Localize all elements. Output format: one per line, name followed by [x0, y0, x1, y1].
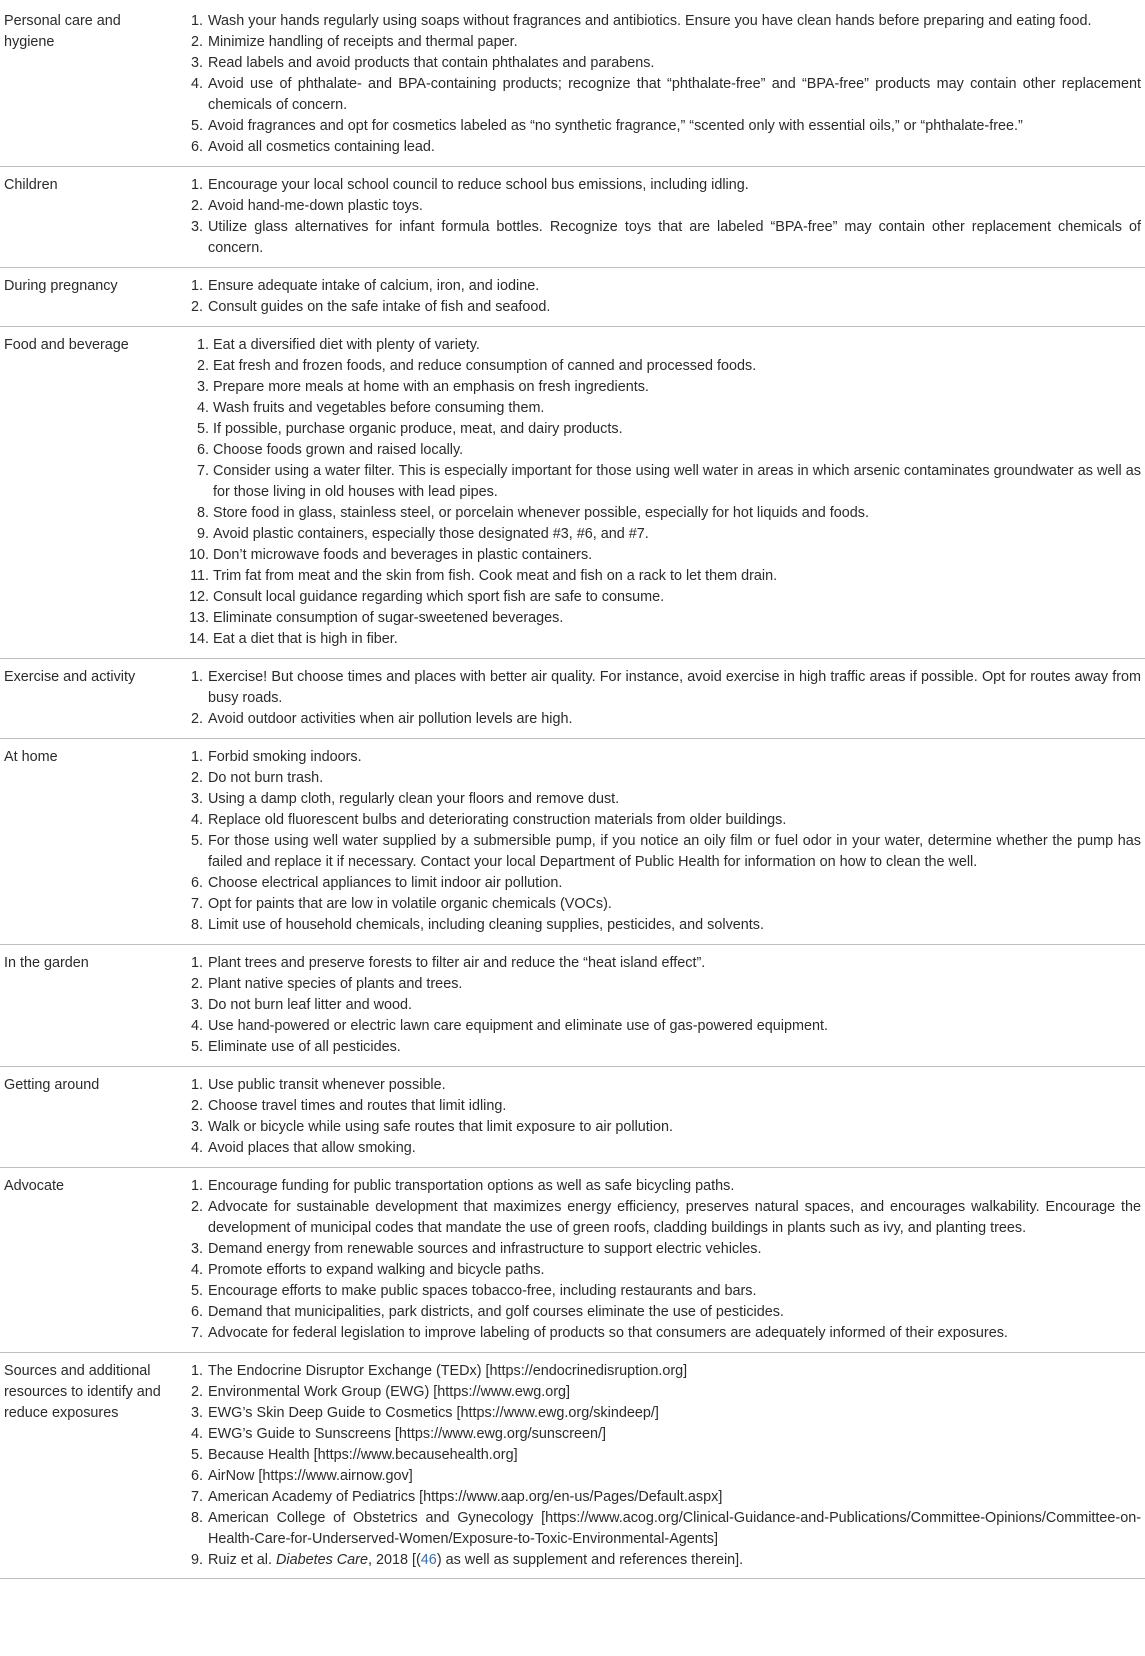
list-item	[182, 789, 1141, 810]
list-item-number: 1.	[190, 955, 203, 971]
list-item	[182, 1239, 1141, 1260]
list-item-text: Avoid all cosmetics containing lead.	[208, 139, 435, 155]
list-item-text: AirNow [https://www.airnow.gov]	[208, 1468, 413, 1484]
list-item-text: Encourage funding for public transportation options as well as safe bicycling paths.	[208, 1178, 735, 1194]
list-item	[182, 377, 1141, 398]
list-item	[182, 1361, 1141, 1382]
list-item	[182, 1424, 1141, 1445]
list-item-number: 2.	[190, 1384, 203, 1400]
category-label: Personal care and hygiene	[4, 13, 121, 50]
list-item-number: 4.	[190, 1018, 203, 1034]
list-item-number: 6.	[190, 875, 203, 891]
list-item-text	[208, 1550, 1141, 1571]
list-item-text: Read labels and avoid products that contain phthalates and parabens.	[208, 55, 655, 71]
list-item-text: Ensure adequate intake of calcium, iron, and iodine.	[208, 278, 540, 294]
list-item	[182, 1550, 1141, 1571]
list-item-number: 3.	[190, 997, 203, 1013]
list-item	[182, 1075, 1141, 1096]
list-item	[182, 915, 1141, 936]
list-item-number: 3.	[190, 1405, 203, 1421]
table-row	[0, 945, 1145, 1067]
list-item	[182, 1197, 1141, 1239]
list-item-text: Consult guides on the safe intake of fish and seafood.	[208, 299, 551, 315]
list-item-number: 4.	[190, 1140, 203, 1156]
list-item-text: Wash your hands regularly using soaps without fragrances and antibiotics. Ensure you have clean hands before preparing and eating food.	[208, 13, 1092, 29]
list-item-number: 1.	[190, 749, 203, 765]
list-item	[182, 768, 1141, 789]
list-item-number: 3.	[190, 791, 203, 807]
list-item-text: Limit use of household chemicals, including cleaning supplies, pesticides, and solvents.	[208, 917, 764, 933]
list-item	[182, 1117, 1141, 1138]
list-item-number: 2.	[190, 711, 203, 727]
list-item-number: 2.	[190, 1199, 203, 1215]
list-item-text: Avoid places that allow smoking.	[208, 1140, 416, 1156]
table-row	[0, 1168, 1145, 1353]
list-item	[182, 137, 1141, 158]
list-item-number: 3.	[190, 1119, 203, 1135]
citation-year: , 2018 [(	[367, 1552, 421, 1568]
list-item-text: American Academy of Pediatrics [https://www.aap.org/en-us/Pages/Default.aspx]	[208, 1489, 723, 1505]
list-item-text: Encourage efforts to make public spaces tobacco-free, including restaurants and bars.	[208, 1283, 757, 1299]
list-item-number: 5.	[190, 1447, 203, 1463]
table-row	[0, 659, 1145, 739]
list-item-text: Forbid smoking indoors.	[208, 749, 362, 765]
list-item-number: 3.	[190, 1241, 203, 1257]
list-item-text: Avoid fragrances and opt for cosmetics labeled as “no synthetic fragrance,” “scented only with essential oils,” or “phthalate-free.”	[208, 118, 1023, 134]
citation-journal: Diabetes Care	[275, 1552, 368, 1568]
list-item-text: Replace old fluorescent bulbs and deteriorating construction materials from older buildings.	[208, 812, 787, 828]
list-item	[182, 747, 1141, 768]
list-item-number: 13.	[188, 610, 209, 626]
list-item	[182, 810, 1141, 831]
recommendation-list	[182, 327, 1145, 659]
list-item	[182, 524, 1141, 545]
list-item	[182, 276, 1141, 297]
recommendation-list	[182, 167, 1145, 268]
list-item-number: 1.	[196, 337, 209, 353]
category-label: Advocate	[0, 1168, 182, 1353]
list-item-text: If possible, purchase organic produce, meat, and dairy products.	[213, 421, 623, 437]
list-item	[182, 667, 1141, 709]
list-item	[182, 873, 1141, 894]
list-item-text: Walk or bicycle while using safe routes that limit exposure to air pollution.	[208, 1119, 673, 1135]
list-item-text: Do not burn leaf litter and wood.	[208, 997, 412, 1013]
list-item	[182, 32, 1141, 53]
list-item-text: Opt for paints that are low in volatile organic chemicals (VOCs).	[208, 896, 612, 912]
list-item	[182, 1037, 1141, 1058]
list-item	[182, 1016, 1141, 1037]
list-item-number: 1.	[190, 1178, 203, 1194]
list-item	[182, 419, 1141, 440]
list-item-text: For those using well water supplied by a submersible pump, if you notice an oily film or fuel odor in your water, determine whether the pump has failed and replace it if necessary. Contact your local Department of Public Health for information on how to clean the well.	[208, 833, 1141, 870]
list-item-text: Plant native species of plants and trees.	[208, 976, 463, 992]
list-item-number: 5.	[190, 1283, 203, 1299]
list-item-text: Eat a diversified diet with plenty of variety.	[213, 337, 480, 353]
recommendation-list	[182, 739, 1145, 945]
list-item	[182, 1176, 1141, 1197]
list-item	[182, 1260, 1141, 1281]
list-item-text: Use public transit whenever possible.	[208, 1077, 446, 1093]
list-item	[182, 974, 1141, 995]
list-item-number: 2.	[190, 1098, 203, 1114]
list-item-number: 2.	[190, 976, 203, 992]
list-item	[182, 1508, 1141, 1550]
list-item-text: Store food in glass, stainless steel, or porcelain whenever possible, especially for hot liquids and foods.	[213, 505, 869, 521]
list-item	[182, 440, 1141, 461]
list-item	[182, 587, 1141, 608]
list-item-text: American College of Obstetrics and Gynecology [https://www.acog.org/Clinical-Guidance-and-Publications/Committee-Opinions/Committee-on-Health-Care-for-Underserved-Women/Exposure-to-Toxic-Environmental-Agents]	[208, 1510, 1141, 1547]
table-row	[0, 268, 1145, 327]
list-item	[182, 175, 1141, 196]
list-item-number: 1.	[190, 669, 203, 685]
list-item-number: 8.	[190, 1510, 203, 1526]
list-item-text: EWG’s Guide to Sunscreens [https://www.ewg.org/sunscreen/]	[208, 1426, 607, 1442]
list-item-number: 5.	[196, 421, 209, 437]
list-item-text: Eat fresh and frozen foods, and reduce consumption of canned and processed foods.	[213, 358, 757, 374]
list-item-number: 9.	[196, 526, 209, 542]
citation-suffix: ) as well as supplement and references therein].	[436, 1552, 744, 1568]
list-item-number: 4.	[190, 1426, 203, 1442]
category-label: Children	[0, 167, 182, 268]
list-item	[182, 335, 1141, 356]
list-item-text: Eliminate use of all pesticides.	[208, 1039, 401, 1055]
list-item-number: 2.	[190, 34, 203, 50]
list-item	[182, 53, 1141, 74]
list-item-text: Consult local guidance regarding which sport fish are safe to consume.	[213, 589, 665, 605]
list-item	[182, 196, 1141, 217]
list-item	[182, 398, 1141, 419]
list-item-text: Consider using a water filter. This is especially important for those using well water in areas in which arsenic contaminates groundwater as well as for those living in old houses with lead pipes.	[213, 463, 1141, 500]
list-item	[182, 116, 1141, 137]
list-item	[182, 545, 1141, 566]
list-item	[182, 1445, 1141, 1466]
recommendation-list	[182, 1067, 1145, 1168]
list-item-text: Utilize glass alternatives for infant formula bottles. Recognize toys that are labeled “BPA-free” may contain other replacement chemicals of concern.	[208, 219, 1141, 256]
list-item-number: 2.	[190, 198, 203, 214]
table-row	[0, 739, 1145, 945]
list-item-text: Avoid use of phthalate- and BPA-containing products; recognize that “phthalate-free” and “BPA-free” products may contain other replacement chemicals of concern.	[208, 76, 1141, 113]
category-label: Food and beverage	[0, 327, 182, 659]
list-item-text: Use hand-powered or electric lawn care equipment and eliminate use of gas-powered equipment.	[208, 1018, 828, 1034]
table-row	[0, 1067, 1145, 1168]
list-item	[182, 1323, 1141, 1344]
list-item	[182, 503, 1141, 524]
list-item-text: Avoid hand-me-down plastic toys.	[208, 198, 423, 214]
list-item-number: 7.	[196, 463, 209, 479]
list-item-number: 5.	[190, 1039, 203, 1055]
recommendation-list	[182, 268, 1145, 327]
list-item-number: 11.	[190, 568, 209, 584]
list-item-number: 14.	[188, 631, 209, 647]
list-item-number: 7.	[190, 1325, 203, 1341]
list-item	[182, 894, 1141, 915]
list-item-text: Demand energy from renewable sources and infrastructure to support electric vehicles.	[208, 1241, 762, 1257]
list-item-number: 4.	[190, 1262, 203, 1278]
list-item-text: Prepare more meals at home with an emphasis on fresh ingredients.	[213, 379, 649, 395]
table-row	[0, 1353, 1145, 1579]
citation-authors: Ruiz et al.	[208, 1552, 276, 1568]
list-item-number: 1.	[190, 1077, 203, 1093]
recommendation-list	[182, 1353, 1145, 1579]
list-item-text: Choose foods grown and raised locally.	[213, 442, 464, 458]
list-item	[182, 356, 1141, 377]
list-item-text: EWG’s Skin Deep Guide to Cosmetics [https://www.ewg.org/skindeep/]	[208, 1405, 659, 1421]
list-item-text: Promote efforts to expand walking and bicycle paths.	[208, 1262, 545, 1278]
list-item-number: 3.	[190, 219, 203, 235]
list-item	[182, 1382, 1141, 1403]
list-item-number: 5.	[190, 118, 203, 134]
list-item-number: 1.	[190, 13, 203, 29]
list-item	[182, 629, 1141, 650]
recommendation-list	[182, 0, 1145, 167]
list-item-number: 6.	[190, 139, 203, 155]
list-item-number: 8.	[190, 917, 203, 933]
list-item	[182, 297, 1141, 318]
list-item-number: 7.	[190, 1489, 203, 1505]
list-item	[182, 1281, 1141, 1302]
list-item-number: 3.	[190, 55, 203, 71]
category-label: During pregnancy	[0, 268, 182, 327]
recommendation-list	[182, 1168, 1145, 1353]
list-item-text: Eat a diet that is high in fiber.	[213, 631, 398, 647]
recommendation-list	[182, 659, 1145, 739]
list-item	[182, 1403, 1141, 1424]
list-item-number: 5.	[190, 833, 203, 849]
list-item-text: Plant trees and preserve forests to filter air and reduce the “heat island effect”.	[208, 955, 706, 971]
list-item-number: 3.	[196, 379, 209, 395]
list-item-number: 9.	[190, 1552, 203, 1568]
list-item	[182, 995, 1141, 1016]
list-item-text: Trim fat from meat and the skin from fish. Cook meat and fish on a rack to let them drain.	[213, 568, 778, 584]
list-item-text: Avoid plastic containers, especially those designated #3, #6, and #7.	[213, 526, 649, 542]
list-item-number: 2.	[190, 299, 203, 315]
list-item-number: 6.	[190, 1468, 203, 1484]
category-label: At home	[0, 739, 182, 945]
list-item-number: 1.	[190, 1363, 203, 1379]
list-item	[182, 953, 1141, 974]
list-item-number: 10.	[188, 547, 209, 563]
list-item-text: Because Health [https://www.becausehealth.org]	[208, 1447, 518, 1463]
category-label: Exercise and activity	[0, 659, 182, 739]
category-label: In the garden	[0, 945, 182, 1067]
list-item-number: 12.	[188, 589, 209, 605]
list-item-number: 7.	[190, 896, 203, 912]
list-item	[182, 1487, 1141, 1508]
list-item-text: Do not burn trash.	[208, 770, 324, 786]
list-item-number: 2.	[196, 358, 209, 374]
list-item-text: Encourage your local school council to reduce school bus emissions, including idling.	[208, 177, 749, 193]
category-label: Getting around	[0, 1067, 182, 1168]
list-item-text: Avoid outdoor activities when air pollution levels are high.	[208, 711, 573, 727]
reference-link[interactable]: 46	[420, 1552, 437, 1568]
list-item-number: 4.	[190, 76, 203, 92]
list-item-text: Environmental Work Group (EWG) [https://www.ewg.org]	[208, 1384, 571, 1400]
recommendation-list	[182, 945, 1145, 1067]
list-item	[182, 1466, 1141, 1487]
list-item	[182, 566, 1141, 587]
table-row	[0, 167, 1145, 268]
table-row	[0, 327, 1145, 659]
list-item-text: Don’t microwave foods and beverages in plastic containers.	[213, 547, 593, 563]
table-row	[0, 0, 1145, 167]
list-item-number: 4.	[190, 812, 203, 828]
list-item-text: Choose travel times and routes that limit idling.	[208, 1098, 507, 1114]
list-item	[182, 11, 1141, 32]
list-item-text: Wash fruits and vegetables before consuming them.	[213, 400, 545, 416]
list-item	[182, 608, 1141, 629]
list-item-text: Minimize handling of receipts and thermal paper.	[208, 34, 518, 50]
list-item-number: 8.	[196, 505, 209, 521]
list-item	[182, 1138, 1141, 1159]
list-item-number: 1.	[190, 177, 203, 193]
list-item-text: Eliminate consumption of sugar-sweetened beverages.	[213, 610, 564, 626]
list-item-number: 4.	[196, 400, 209, 416]
list-item	[182, 217, 1141, 259]
list-item	[182, 74, 1141, 116]
list-item-number: 6.	[190, 1304, 203, 1320]
list-item-text: Demand that municipalities, park districts, and golf courses eliminate the use of pesticides.	[208, 1304, 784, 1320]
category-label: Sources and additional resources to identify and reduce exposures	[0, 1353, 182, 1579]
list-item	[182, 709, 1141, 730]
list-item	[182, 461, 1141, 503]
list-item	[182, 1096, 1141, 1117]
list-item	[182, 1302, 1141, 1323]
list-item-number: 1.	[190, 278, 203, 294]
list-item-text: Advocate for federal legislation to improve labeling of products so that consumers are adequately informed of their exposures.	[208, 1325, 1008, 1341]
list-item-number: 2.	[190, 770, 203, 786]
list-item-text: Using a damp cloth, regularly clean your floors and remove dust.	[208, 791, 620, 807]
list-item	[182, 831, 1141, 873]
list-item-text: Advocate for sustainable development that maximizes energy efficiency, preserves natural spaces, and encourages walkability. Encourage the development of municipal codes that mandate the use of green roofs, cladding buildings in plants such as ivy, and planting trees.	[208, 1199, 1141, 1236]
list-item-text: Choose electrical appliances to limit indoor air pollution.	[208, 875, 563, 891]
list-item-text: The Endocrine Disruptor Exchange (TEDx) [https://endocrinedisruption.org]	[208, 1363, 688, 1379]
list-item-text: Exercise! But choose times and places with better air quality. For instance, avoid exercise in high traffic areas if possible. Opt for routes away from busy roads.	[208, 669, 1141, 706]
list-item-number: 6.	[196, 442, 209, 458]
